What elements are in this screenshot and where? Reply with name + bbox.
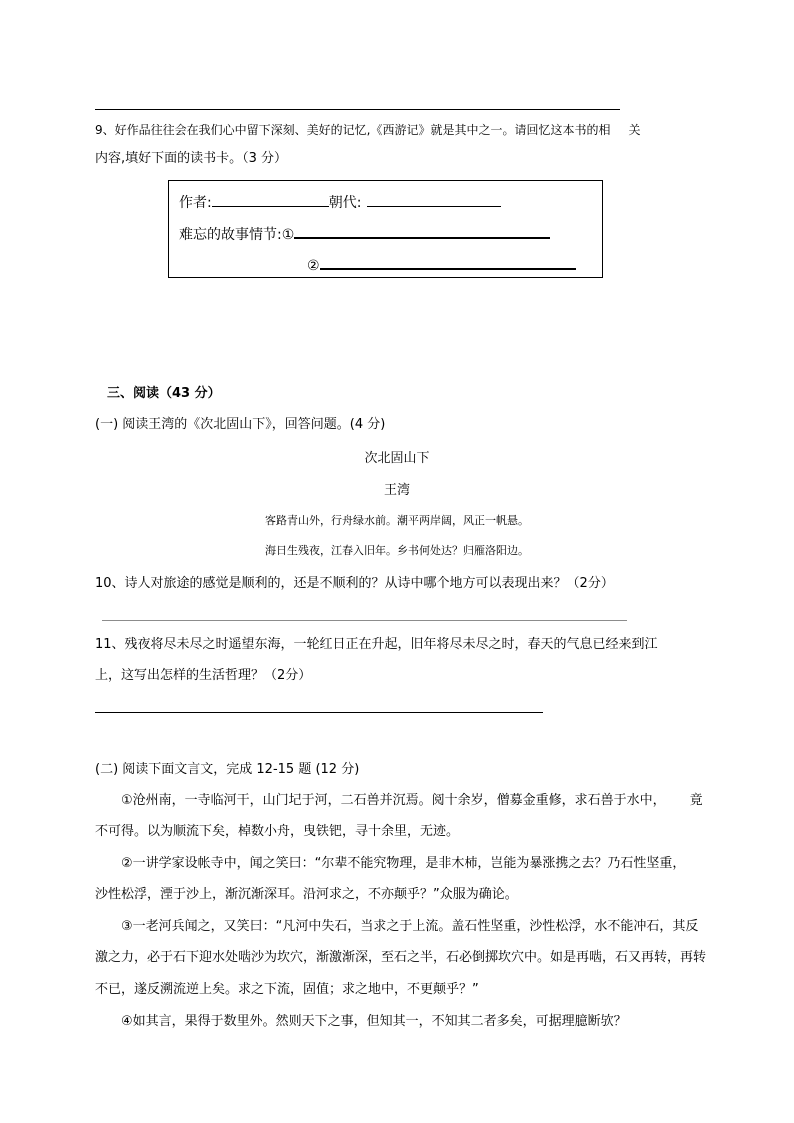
plot-item-1-marker: ① (281, 227, 295, 243)
plot-field-1[interactable] (294, 223, 550, 239)
plot-field-2[interactable] (320, 254, 576, 270)
poem-line-2: 海日生残夜，江春入旧年。乡书何处达？归雁洛阳边。 (265, 544, 529, 557)
passage-p3-line2: 激之力，必于石下迎水处啮沙为坎穴，渐激渐深，至石之半，石必倒掷坎穴中。如是再啮，石又再转，再转 (95, 950, 707, 965)
reading-card (168, 180, 603, 278)
author-field[interactable] (212, 192, 329, 207)
author-label: 作者: (179, 195, 212, 211)
plot-row-1 (179, 223, 550, 244)
plot-label: 难忘的故事情节: (179, 227, 282, 243)
passage-p3-line1: ③一老河兵闻之，又笑曰：“凡河中失石，当求之于上流。盖石性坚重，沙性松浮，水不能冲石，其反 (121, 919, 699, 934)
answer-line-q10 (102, 620, 627, 621)
poem-line-1: 客路青山外，行舟绿水前。潮平两岸阔，风正一帆悬。 (265, 514, 529, 527)
author-row (179, 192, 501, 212)
q9-prompt-line2: 内容,填好下面的读书卡。（3 分） (95, 151, 288, 166)
part1-intro: (一) 阅读王湾的《次北固山下》，回答问题。(4 分) (95, 417, 386, 432)
passage-p2-line2: 沙性松浮，湮于沙上，渐沉渐深耳。沿河求之，不亦颠乎？”众服为确论。 (95, 887, 518, 902)
plot-row-2 (307, 254, 576, 275)
plot-item-2-marker: ② (307, 258, 320, 274)
part2-intro: (二) 阅读下面文言文，完成 12-15 题 (12 分) (95, 762, 360, 777)
poem-author: 王湾 (383, 483, 410, 498)
dynasty-label: 朝代: (328, 195, 362, 211)
passage-p4-line1: ④如其言，果得于数里外。然则天下之事，但知其一，不知其二者多矣，可据理臆断欤？ (121, 1014, 627, 1029)
dynasty-field[interactable] (367, 192, 501, 207)
q11-prompt-line2: 上，这写出怎样的生活哲理？（2分） (95, 668, 312, 683)
section-heading: 三、阅读（43 分） (107, 386, 221, 401)
q10-prompt: 10、诗人对旅途的感觉是顺利的，还是不顺利的？从诗中哪个地方可以表现出来？（2分） (95, 576, 614, 591)
passage-p1-line1: ①沧州南，一寺临河干，山门圮于河，二石兽并沉焉。阅十余岁，僧募金重修，求石兽于水中， 竟 (121, 793, 703, 808)
poem-title: 次北固山下 (364, 451, 430, 466)
answer-line-q11 (95, 712, 543, 713)
answer-line-q8 (95, 109, 620, 110)
passage-p1-line2: 不可得。以为顺流下矣，棹数小舟，曳铁钯，寻十余里，无迹。 (95, 824, 460, 839)
passage-p3-line3: 不已，遂反溯流逆上矣。求之下流，固值；求之地中，不更颠乎？” (95, 982, 479, 997)
passage-p2-line1: ②一讲学家设帐寺中，闻之笑曰：“尔辈不能究物理，是非木杮，岂能为暴涨携之去？乃石性坚重， (121, 856, 686, 871)
q11-prompt-line1: 11、残夜将尽未尽之时遥望东海，一轮红日正在升起，旧年将尽未尽之时，春天的气息已经来到江 (95, 637, 658, 652)
q9-prompt-line1: 9、好作品往往会在我们心中留下深刻、美好的记忆,《西游记》就是其中之一。请回忆这本书的相 关 (95, 123, 641, 137)
